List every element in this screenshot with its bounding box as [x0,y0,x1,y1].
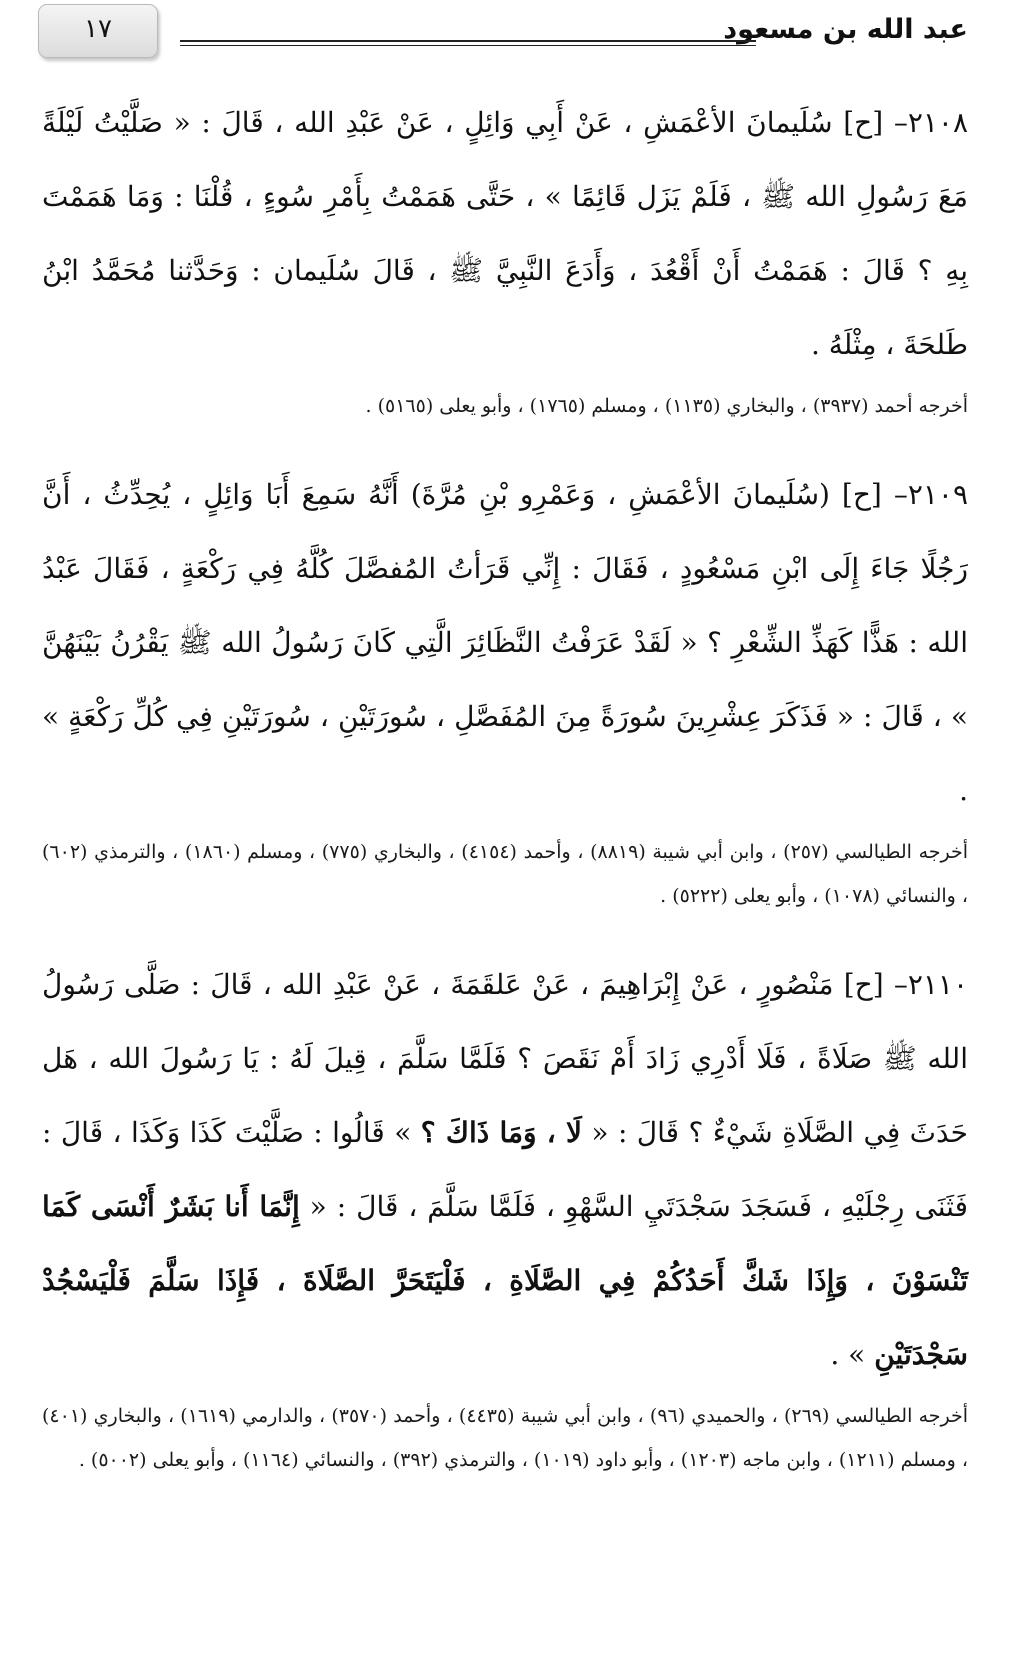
hadith-body: – [ح] سُلَيمانَ الأعْمَشِ ، عَنْ أَبِي وَائِلٍ ، عَنْ عَبْدِ الله ، قَالَ : « صَلَّيْتُ لَيْلَةً مَعَ رَسُولِ الله ﷺ ، فَلَمْ يَزَل قَائِمًا » ، حَتَّى هَمَمْتُ بِأَمْرِ سُوءٍ ، قُلْنَا : وَمَا هَمَمْتَ بِهِ ؟ قَالَ : هَمَمْتُ أَنْ أَقْعُدَ ، وَأَدَعَ النَّبِيَّ ﷺ ، قَالَ سُلَيمان : وَحَدَّثنا مُحَمَّدُ ابْنُ طَلحَةَ ، مِثْلَهُ . [42,106,968,361]
takhrij-note: أخرجه أحمد (٣٩٣٧) ، والبخاري (١١٣٥) ، ومسلم (١٧٦٥) ، وأبو يعلى (٥١٦٥) . [365,395,968,417]
hadith-text [42,948,968,1392]
takhrij-note: أخرجه الطيالسي (٢٦٩) ، والحميدي (٩٦) ، وابن أبي شيبة (٤٤٣٥) ، وأحمد (٣٥٧٠) ، والدارمي (١٦١٩) ، والبخاري (٤٠١) ، ومسلم (١٢١١) ، وابن ماجه (١٢٠٣) ، وأبو داود (١٠١٩) ، والترمذي (٣٩٢) ، والنسائي (١١٦٤) ، وأبو يعلى (٥٠٠٢) . [42,1405,969,1471]
hadith-body: » قَالُوا : صَلَّيْتَ كَذَا وَكَذَا ، قَالَ : فَثَنَى رِجْلَيْهِ ، فَسَجَدَ سَجْدَتَيِ السَّهْوِ ، فَلَمَّا سَلَّمَ ، قَالَ : « [42,1116,968,1223]
page-header [38,4,968,62]
hadith-2109 [42,458,968,918]
hadith-2108 [42,86,968,428]
hadith-number: ٢١٠٨ [907,106,968,139]
hadith-text [42,86,968,382]
hadith-number: ٢١١٠ [907,968,968,1001]
hadith-2110 [42,948,968,1482]
page-number: ١٧ [38,4,158,58]
page-content [42,86,968,1482]
hadith-number: ٢١٠٩ [907,478,968,511]
takhrij-note: أخرجه الطيالسي (٢٥٧) ، وابن أبي شيبة (٨٨١٩) ، وأحمد (٤١٥٤) ، والبخاري (٧٧٥) ، ومسلم (١٨٦٠) ، والترمذي (٦٠٢) ، والنسائي (١٠٧٨) ، وأبو يعلى (٥٢٢٢) . [42,841,969,907]
prophet-words: لَا ، وَمَا ذَاكَ ؟ [420,1116,583,1149]
prophet-words: إِنَّمَا أَنا بَشَرٌ أَنْسَى كَمَا تَنْسَوْنَ ، وَإِذَا شَكَّ أَحَدُكُمْ فِي الصَّلَاةِ ، فَلْيَتَحَرَّ الصَّلَاةَ ، فَإِذَا سَلَّمَ فَلْيَسْجُدْ سَجْدَتَيْنِ [42,1190,968,1371]
section-gap [42,918,968,948]
section-gap [42,428,968,458]
hadith-body: » . [830,1338,875,1371]
hadith-text [42,458,968,828]
header-rule [180,40,756,42]
hadith-body: – [ح] (سُلَيمانَ الأعْمَشِ ، وَعَمْرِو بْنِ مُرَّةَ) أَنَّهُ سَمِعَ أَبَا وَائِلٍ ، يُحِدِّثُ ، أَنَّ رَجُلًا جَاءَ إِلَى ابْنِ مَسْعُودٍ ، فَقَالَ : إِنِّي قَرَأتُ المُفصَّلَ كُلَّهُ فِي رَكْعَةٍ ، فَقَالَ عَبْدُ الله : هَذًّا كَهَذِّ الشِّعْرِ ؟ « لَقَدْ عَرَفْتُ النَّظَائِرَ الَّتِي كَانَ رَسُولُ الله ﷺ يَقْرُنُ بَيْنَهُنَّ » ، قَالَ : « فَذَكَرَ عِشْرِينَ سُورَةً مِنَ المُفَصَّلِ ، سُورَتَيْنِ ، سُورَتَيْنِ فِي كُلِّ رَكْعَةٍ » . [42,478,968,807]
hadith-body: – [ح] مَنْصُورٍ ، عَنْ إِبْرَاهِيمَ ، عَنْ عَلقَمَةَ ، عَنْ عَبْدِ الله ، قَالَ : صَلَّى رَسُولُ الله ﷺ صَلَاةً ، فَلَا أَدْرِي زَادَ أَمْ نَقَصَ ؟ فَلَمَّا سَلَّمَ ، قِيلَ لَهُ : يَا رَسُولَ الله ، هَل حَدَثَ فِي الصَّلَاةِ شَيْءٌ ؟ قَالَ : « [42,968,968,1149]
running-title: عبد الله بن مسعود [723,14,968,45]
